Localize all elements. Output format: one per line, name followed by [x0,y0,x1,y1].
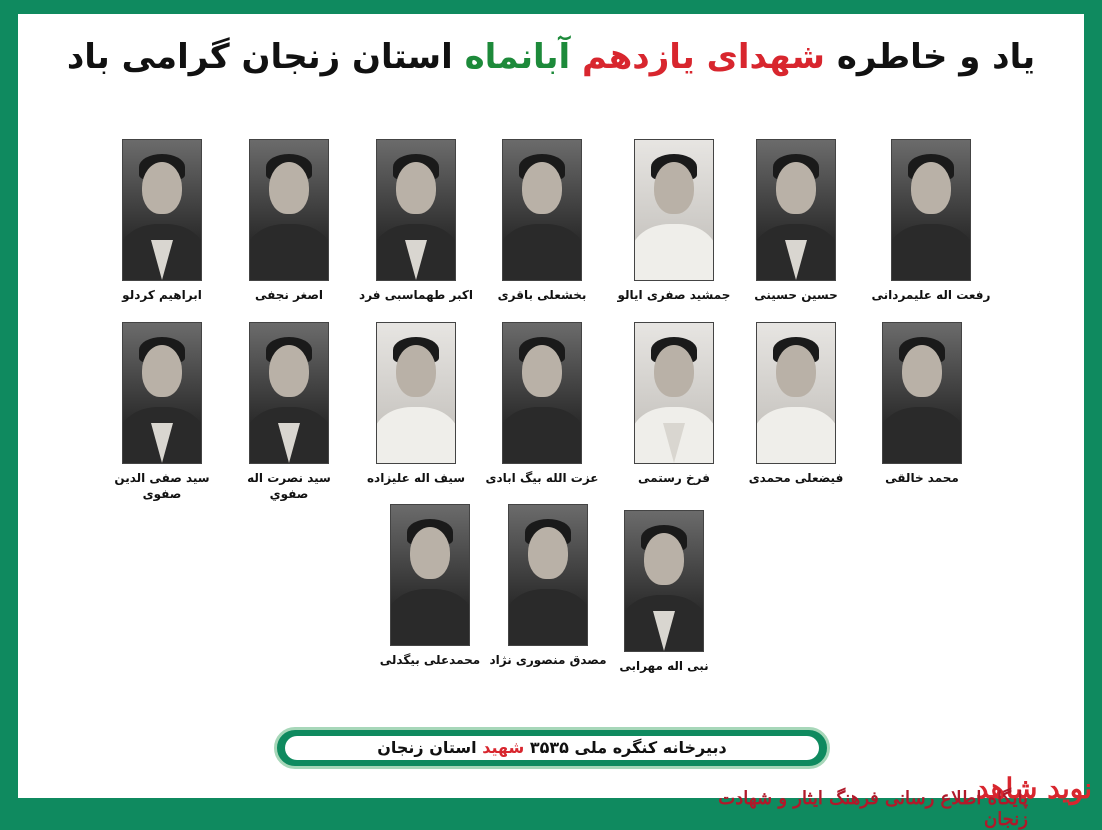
martyr-photo [376,322,456,464]
martyr-photo [891,139,971,281]
martyr-photo [122,322,202,464]
footer-part3: استان زنجان [377,738,477,757]
martyr-name: ابراهیم کردلو [122,288,202,302]
martyr-name: عزت الله بیگ ابادی [485,471,599,485]
brand-logo-text: نوید شاهد [976,772,1092,805]
martyr-photo [882,322,962,464]
martyr-photo [376,139,456,281]
martyr-card [614,139,734,303]
martyr-name: اصغر نجفی [254,288,324,302]
martyr-photo [756,139,836,281]
martyr-photo [249,139,329,281]
footer-banner [274,727,830,769]
title-part4: استان زنجان گرامی باد [66,37,453,77]
martyr-name: سیف اله علیزاده [366,471,466,485]
title-part1: یاد و خاطره [836,37,1036,77]
brand-tagline: پایگاه اطلاع رسانی فرهنگ ایثار و شهادت زنجان [718,788,1028,830]
martyr-photo [756,322,836,464]
martyr-card [356,322,476,486]
martyr-card [356,139,476,303]
martyr-photo [390,504,470,646]
brand-logo [716,772,1094,830]
martyr-card [604,510,724,674]
martyr-card [736,322,856,486]
footer-part2: شهید [482,738,525,757]
martyr-photo [502,322,582,464]
martyr-name: اکبر طهماسبی فرد [359,288,473,302]
martyr-card [370,504,490,668]
footer-text [285,736,819,760]
martyr-name: فرخ رستمی [638,471,710,485]
martyr-card [102,322,222,502]
martyr-card [614,322,734,486]
martyr-name: نبی اله مهرابی [619,659,709,673]
martyr-name: سید نصرت اله صفوي [247,471,331,501]
martyr-photo [624,510,704,652]
martyr-photo [634,322,714,464]
martyr-card [488,504,608,668]
martyr-name: جمشید صفری ایالو [617,288,731,302]
martyr-card [736,139,856,303]
footer-number: ۳۵۳۵ [529,738,569,757]
martyr-card [482,139,602,303]
martyr-name: حسین حسینی [754,288,838,302]
title-part2: شهدای یازدهم [582,37,825,77]
martyr-name: مصدق منصوری نژاد [489,653,607,667]
martyr-name: سید صفی الدین صفوی [114,471,210,501]
martyr-name: محمدعلی بیگدلی [379,653,481,667]
martyr-name: فیضعلی محمدی [748,471,844,485]
martyr-card [229,139,349,303]
martyr-photo [508,504,588,646]
footer-part1: دبیرخانه کنگره ملی [574,738,727,757]
martyr-photo [122,139,202,281]
martyr-photo [249,322,329,464]
martyr-card [229,322,349,502]
martyr-card [482,322,602,486]
martyr-card [871,139,991,303]
martyr-card [102,139,222,303]
martyr-photo [634,139,714,281]
martyr-name: رفعت اله علیمردانی [871,288,991,302]
page-title [0,34,1102,80]
martyr-card [862,322,982,486]
martyr-name: محمد خالقی [885,471,959,485]
martyr-photo [502,139,582,281]
title-part3: آبانماه [464,37,571,77]
martyr-name: بخشعلی باقری [497,288,587,302]
